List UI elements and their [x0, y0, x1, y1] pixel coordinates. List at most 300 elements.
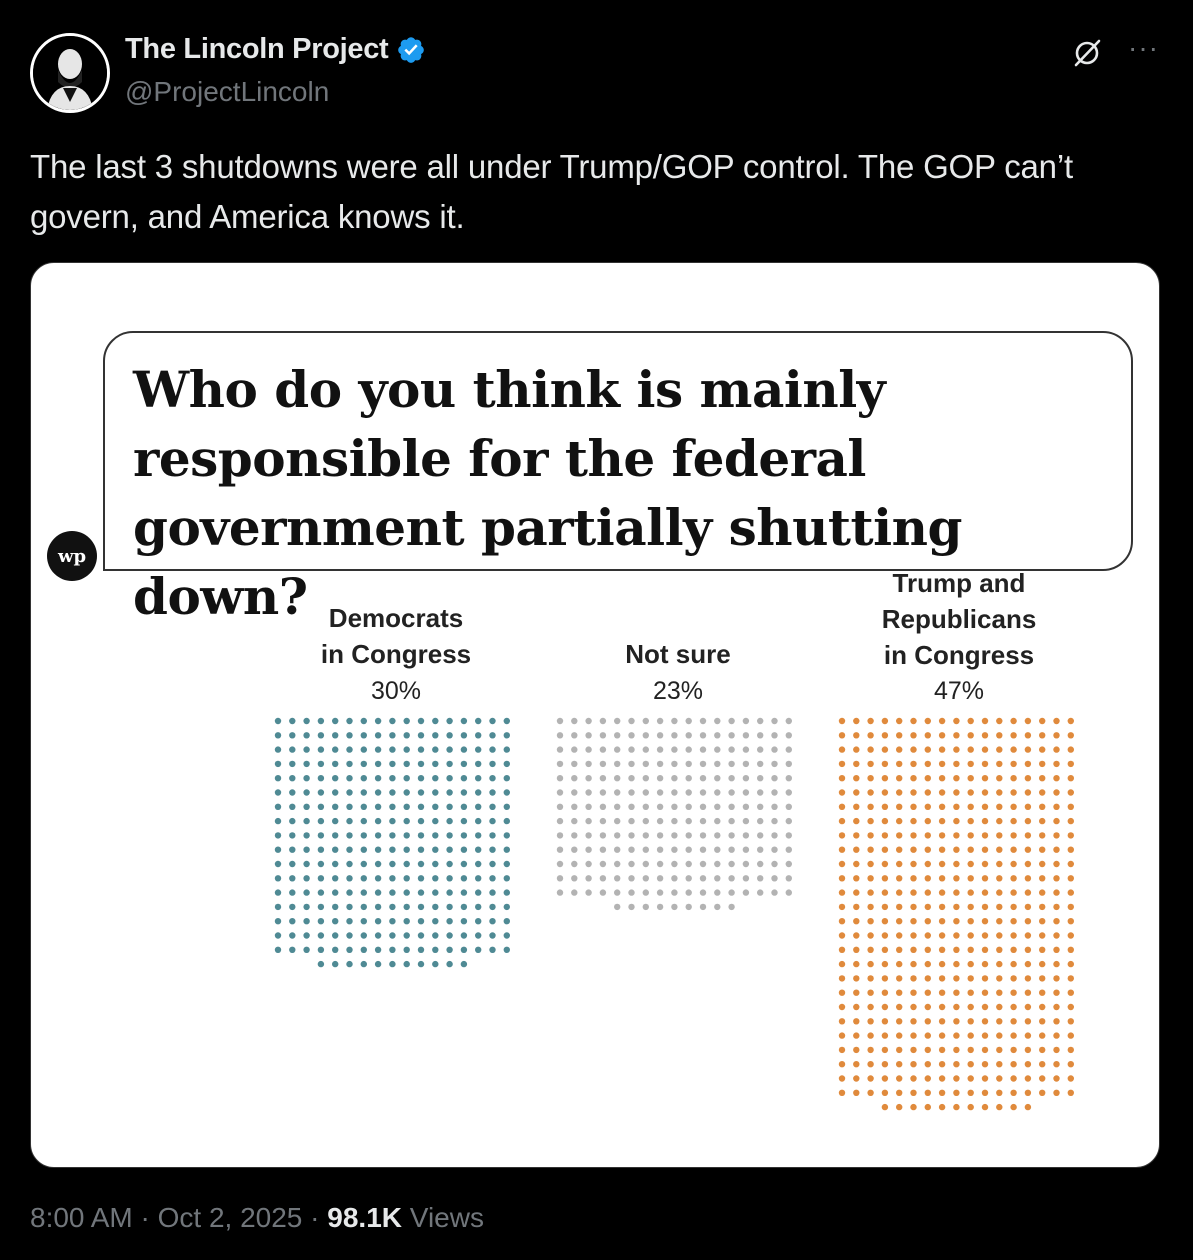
waffle-dot: [686, 889, 692, 895]
waffle-dot: [882, 889, 888, 895]
waffle-dot: [1039, 904, 1045, 910]
waffle-dot: [671, 832, 677, 838]
waffle-dot: [361, 889, 367, 895]
waffle-dot: [1039, 847, 1045, 853]
waffle-dot: [303, 832, 309, 838]
waffle-dot: [571, 789, 577, 795]
waffle-dot: [882, 861, 888, 867]
waffle-dot: [968, 1075, 974, 1081]
waffle-dot: [1053, 775, 1059, 781]
waffle-dot: [882, 1032, 888, 1038]
waffle-dot: [953, 847, 959, 853]
waffle-dot: [968, 961, 974, 967]
waffle-dot: [289, 775, 295, 781]
waffle-dot: [686, 732, 692, 738]
waffle-dot: [1053, 832, 1059, 838]
waffle-dot: [475, 947, 481, 953]
waffle-dot: [557, 775, 563, 781]
waffle-dot: [1025, 961, 1031, 967]
waffle-dot: [404, 961, 410, 967]
waffle-dot: [939, 990, 945, 996]
waffle-dot: [953, 718, 959, 724]
waffle-dot: [318, 961, 324, 967]
waffle-dot: [968, 975, 974, 981]
waffle-dot: [1039, 932, 1045, 938]
waffle-dot: [853, 975, 859, 981]
waffle-dot: [389, 746, 395, 752]
waffle-dot: [953, 889, 959, 895]
waffle-dot: [361, 761, 367, 767]
tweet-media-image[interactable]: [30, 262, 1160, 1168]
waffle-dot: [953, 1061, 959, 1067]
waffle-dot: [671, 789, 677, 795]
waffle-dot: [853, 718, 859, 724]
waffle-dot: [1068, 1075, 1074, 1081]
waffle-dot: [418, 746, 424, 752]
waffle-dot: [1053, 1032, 1059, 1038]
waffle-dot: [700, 889, 706, 895]
waffle-dot: [968, 1032, 974, 1038]
waffle-dot: [504, 932, 510, 938]
waffle-dot: [728, 847, 734, 853]
more-options-icon[interactable]: ···: [1128, 32, 1159, 63]
waffle-dot: [1025, 875, 1031, 881]
waffle-dot: [996, 847, 1002, 853]
waffle-dot: [896, 1090, 902, 1096]
verified-badge-icon[interactable]: [396, 35, 426, 65]
waffle-dot: [896, 1104, 902, 1110]
waffle-dot: [982, 1075, 988, 1081]
waffle-dot: [728, 775, 734, 781]
waffle-dot: [432, 804, 438, 810]
waffle-dot: [939, 847, 945, 853]
waffle-dot: [489, 847, 495, 853]
waffle-dot: [657, 832, 663, 838]
avatar[interactable]: [30, 33, 110, 113]
waffle-dot: [867, 804, 873, 810]
waffle-dot: [867, 832, 873, 838]
waffle-dot: [346, 818, 352, 824]
waffle-dot: [896, 1047, 902, 1053]
waffle-dot: [953, 918, 959, 924]
waffle-dot: [714, 718, 720, 724]
waffle-dot: [771, 804, 777, 810]
waffle-dot: [432, 832, 438, 838]
waffle-dot: [853, 761, 859, 767]
waffle-dot: [996, 1090, 1002, 1096]
waffle-dot: [361, 875, 367, 881]
waffle-dot: [853, 818, 859, 824]
waffle-dot: [346, 847, 352, 853]
waffle-dot: [786, 775, 792, 781]
waffle-dot: [728, 889, 734, 895]
waffle-dot: [643, 804, 649, 810]
waffle-dot: [925, 947, 931, 953]
waffle-dot: [686, 789, 692, 795]
waffle-dot: [504, 875, 510, 881]
waffle-dot: [996, 947, 1002, 953]
waffle-dot: [853, 918, 859, 924]
waffle-dot: [332, 775, 338, 781]
waffle-dot: [432, 861, 438, 867]
waffle-dot: [1025, 990, 1031, 996]
waffle-dot: [839, 889, 845, 895]
waffle-dot: [432, 889, 438, 895]
waffle-dot: [1068, 1090, 1074, 1096]
author-display-name[interactable]: The Lincoln Project: [125, 33, 389, 65]
waffle-dot: [925, 732, 931, 738]
waffle-dot: [289, 718, 295, 724]
waffle-dot: [432, 732, 438, 738]
waffle-dot: [461, 732, 467, 738]
waffle-dot: [867, 718, 873, 724]
waffle-dot: [361, 832, 367, 838]
waffle-dot: [757, 718, 763, 724]
waffle-dot: [968, 889, 974, 895]
waffle-dot: [404, 789, 410, 795]
waffle-dot: [1010, 861, 1016, 867]
waffle-dot: [953, 1032, 959, 1038]
waffle-dot: [432, 875, 438, 881]
waffle-dot: [432, 789, 438, 795]
author-handle[interactable]: @ProjectLincoln: [125, 76, 330, 107]
waffle-dot: [839, 1075, 845, 1081]
waffle-dot: [714, 861, 720, 867]
waffle-dot: [786, 847, 792, 853]
waffle-dot: [289, 761, 295, 767]
waffle-dot: [757, 875, 763, 881]
waffle-dot: [939, 1004, 945, 1010]
waffle-dot: [996, 861, 1002, 867]
waffle-dot: [925, 1004, 931, 1010]
waffle-dot: [1010, 847, 1016, 853]
waffle-dot: [289, 832, 295, 838]
waffle-dot: [557, 832, 563, 838]
waffle-dot: [1039, 1047, 1045, 1053]
waffle-dot: [389, 775, 395, 781]
waffle-dot: [686, 875, 692, 881]
waffle-dot: [418, 847, 424, 853]
waffle-dot: [839, 1090, 845, 1096]
waffle-dot: [982, 1018, 988, 1024]
waffle-dot: [332, 804, 338, 810]
waffle-dot: [571, 861, 577, 867]
waffle-dot: [303, 804, 309, 810]
waffle-dot: [1039, 961, 1045, 967]
waffle-dot: [953, 947, 959, 953]
waffle-dot: [882, 1075, 888, 1081]
waffle-dot: [925, 718, 931, 724]
waffle-dot: [982, 718, 988, 724]
waffle-dot: [557, 718, 563, 724]
waffle-dot: [839, 789, 845, 795]
waffle-dot: [361, 904, 367, 910]
waffle-dot: [461, 918, 467, 924]
waffle-dot: [996, 804, 1002, 810]
waffle-dot: [600, 746, 606, 752]
waffle-dot: [375, 961, 381, 967]
waffle-dot: [771, 847, 777, 853]
waffle-dot: [1068, 932, 1074, 938]
waffle-dot: [432, 761, 438, 767]
grok-icon[interactable]: [1070, 36, 1104, 70]
waffle-dot: [332, 761, 338, 767]
waffle-dot: [303, 947, 309, 953]
waffle-dot: [686, 718, 692, 724]
waffle-dot: [925, 1104, 931, 1110]
waffle-dot: [600, 775, 606, 781]
waffle-dot: [896, 1032, 902, 1038]
waffle-dot: [346, 746, 352, 752]
waffle-dot: [504, 904, 510, 910]
waffle-dot: [1053, 761, 1059, 767]
waffle-dot: [643, 746, 649, 752]
waffle-dot: [953, 746, 959, 752]
waffle-dot: [389, 932, 395, 938]
waffle-dot: [1053, 889, 1059, 895]
waffle-dot: [332, 818, 338, 824]
waffle-dot: [375, 761, 381, 767]
waffle-dot: [404, 861, 410, 867]
tweet-text: The last 3 shutdowns were all under Trump/GOP control. The GOP can’t govern, and America knows it.: [30, 148, 1073, 235]
waffle-dot: [896, 789, 902, 795]
waffle-dot: [867, 918, 873, 924]
waffle-dot: [585, 847, 591, 853]
waffle-dot: [614, 847, 620, 853]
waffle-dot: [910, 932, 916, 938]
waffle-dot: [786, 746, 792, 752]
waffle-dot: [910, 761, 916, 767]
waffle-dot: [1053, 990, 1059, 996]
waffle-dot: [686, 832, 692, 838]
post-time[interactable]: 8:00 AM: [30, 1202, 133, 1233]
waffle-dot: [939, 789, 945, 795]
waffle-dot: [700, 804, 706, 810]
waffle-dot: [867, 975, 873, 981]
waffle-dot: [432, 932, 438, 938]
waffle-dot: [404, 804, 410, 810]
waffle-dot: [700, 875, 706, 881]
waffle-dot: [1039, 947, 1045, 953]
waffle-dot: [346, 875, 352, 881]
waffle-dot: [504, 789, 510, 795]
waffle-dot: [289, 889, 295, 895]
waffle-dot: [475, 918, 481, 924]
waffle-dot: [461, 847, 467, 853]
waffle-dot: [1025, 889, 1031, 895]
waffle-dot: [910, 889, 916, 895]
waffle-dot: [939, 1104, 945, 1110]
waffle-dot: [475, 761, 481, 767]
waffle-dot: [839, 875, 845, 881]
waffle-dot: [614, 746, 620, 752]
waffle-dot: [771, 875, 777, 881]
waffle-dot: [1053, 918, 1059, 924]
waffle-dot: [700, 847, 706, 853]
waffle-dot: [953, 804, 959, 810]
waffle-dot: [657, 775, 663, 781]
waffle-dot: [910, 990, 916, 996]
waffle-dot: [896, 861, 902, 867]
waffle-dot: [853, 804, 859, 810]
waffle-dot: [867, 1018, 873, 1024]
waffle-dot: [896, 732, 902, 738]
waffle-dot: [628, 889, 634, 895]
waffle-dot: [910, 904, 916, 910]
waffle-dot: [853, 947, 859, 953]
waffle-dot: [996, 832, 1002, 838]
waffle-dot: [1010, 932, 1016, 938]
waffle-dot: [953, 1004, 959, 1010]
waffle-dot: [614, 718, 620, 724]
category-percent-democrats: 30%: [370, 677, 422, 705]
waffle-dot: [475, 732, 481, 738]
waffle-dot: [982, 961, 988, 967]
waffle-dot: [939, 1061, 945, 1067]
waffle-dot: [968, 761, 974, 767]
waffle-dot: [275, 832, 281, 838]
waffle-dot: [896, 975, 902, 981]
waffle-dot: [432, 918, 438, 924]
waffle-dot: [557, 818, 563, 824]
waffle-dot: [275, 818, 281, 824]
waffle-dot: [585, 732, 591, 738]
waffle-dot: [614, 775, 620, 781]
waffle-dot: [743, 889, 749, 895]
waffle-dot: [700, 718, 706, 724]
waffle-dot: [896, 961, 902, 967]
waffle-dot: [910, 1061, 916, 1067]
waffle-dot: [968, 1047, 974, 1053]
waffle-dot: [1068, 804, 1074, 810]
waffle-dot: [671, 875, 677, 881]
waffle-dot: [475, 832, 481, 838]
waffle-dot: [571, 761, 577, 767]
waffle-dot: [1010, 1018, 1016, 1024]
waffle-dot: [375, 847, 381, 853]
waffle-dot: [571, 847, 577, 853]
waffle-dot: [771, 861, 777, 867]
waffle-dot: [600, 832, 606, 838]
waffle-dot: [1053, 746, 1059, 752]
waffle-dot: [600, 889, 606, 895]
waffle-dot: [896, 775, 902, 781]
waffle-dot: [771, 789, 777, 795]
waffle-dot: [882, 818, 888, 824]
waffle-dot: [446, 847, 452, 853]
waffle-dot: [968, 804, 974, 810]
waffle-dot: [303, 718, 309, 724]
waffle-dot: [910, 732, 916, 738]
waffle-dot: [1025, 746, 1031, 752]
waffle-dot: [714, 904, 720, 910]
waffle-dot: [771, 746, 777, 752]
waffle-dot: [968, 746, 974, 752]
waffle-dot: [853, 1061, 859, 1067]
waffle-dot: [839, 1061, 845, 1067]
waffle-dot: [318, 847, 324, 853]
waffle-dot: [910, 847, 916, 853]
post-date[interactable]: Oct 2, 2025: [157, 1202, 303, 1233]
waffle-dot: [714, 775, 720, 781]
waffle-dot: [939, 904, 945, 910]
waffle-dot: [982, 889, 988, 895]
waffle-dot: [404, 746, 410, 752]
waffle-dot: [389, 904, 395, 910]
waffle-dot: [1025, 1104, 1031, 1110]
waffle-dot: [1039, 918, 1045, 924]
waffle-dot: [867, 947, 873, 953]
waffle-dot: [882, 746, 888, 752]
waffle-dot: [318, 718, 324, 724]
waffle-dot: [628, 875, 634, 881]
waffle-dot: [1053, 1047, 1059, 1053]
waffle-dot: [585, 789, 591, 795]
waffle-dot: [643, 904, 649, 910]
waffle-dot: [389, 889, 395, 895]
waffle-dot: [657, 746, 663, 752]
waffle-dot: [504, 918, 510, 924]
waffle-dot: [557, 732, 563, 738]
waffle-dot: [867, 961, 873, 967]
waffle-dot: [614, 732, 620, 738]
waffle-dot: [757, 789, 763, 795]
waffle-dot: [925, 889, 931, 895]
waffle-dot: [867, 1004, 873, 1010]
waffle-dot: [1039, 804, 1045, 810]
waffle-dot: [910, 1032, 916, 1038]
waffle-column-2: [839, 718, 1074, 1111]
waffle-dot: [461, 875, 467, 881]
waffle-dot: [446, 761, 452, 767]
waffle-dot: [375, 918, 381, 924]
waffle-dot: [982, 847, 988, 853]
waffle-dot: [600, 818, 606, 824]
waffle-dot: [375, 832, 381, 838]
waffle-dot: [275, 889, 281, 895]
waffle-dot: [1053, 961, 1059, 967]
waffle-dot: [910, 1018, 916, 1024]
waffle-dot: [910, 1104, 916, 1110]
waffle-dot: [982, 975, 988, 981]
waffle-dot: [925, 918, 931, 924]
waffle-dot: [882, 918, 888, 924]
waffle-dot: [1025, 832, 1031, 838]
waffle-dot: [839, 975, 845, 981]
category-label-line: in Congress: [320, 639, 472, 669]
waffle-dot: [882, 975, 888, 981]
waffle-dot: [939, 1090, 945, 1096]
waffle-dot: [461, 932, 467, 938]
waffle-dot: [489, 947, 495, 953]
waffle-dot: [1010, 918, 1016, 924]
waffle-dot: [982, 947, 988, 953]
waffle-dot: [489, 818, 495, 824]
waffle-dot: [686, 746, 692, 752]
waffle-dot: [925, 1047, 931, 1053]
waffle-dot: [461, 718, 467, 724]
waffle-dot: [1053, 789, 1059, 795]
waffle-dot: [475, 789, 481, 795]
waffle-dot: [839, 761, 845, 767]
waffle-dot: [743, 775, 749, 781]
waffle-dot: [1039, 1061, 1045, 1067]
waffle-dot: [361, 775, 367, 781]
waffle-dot: [1068, 818, 1074, 824]
waffle-dot: [361, 918, 367, 924]
waffle-dot: [303, 904, 309, 910]
waffle-dot: [1025, 732, 1031, 738]
